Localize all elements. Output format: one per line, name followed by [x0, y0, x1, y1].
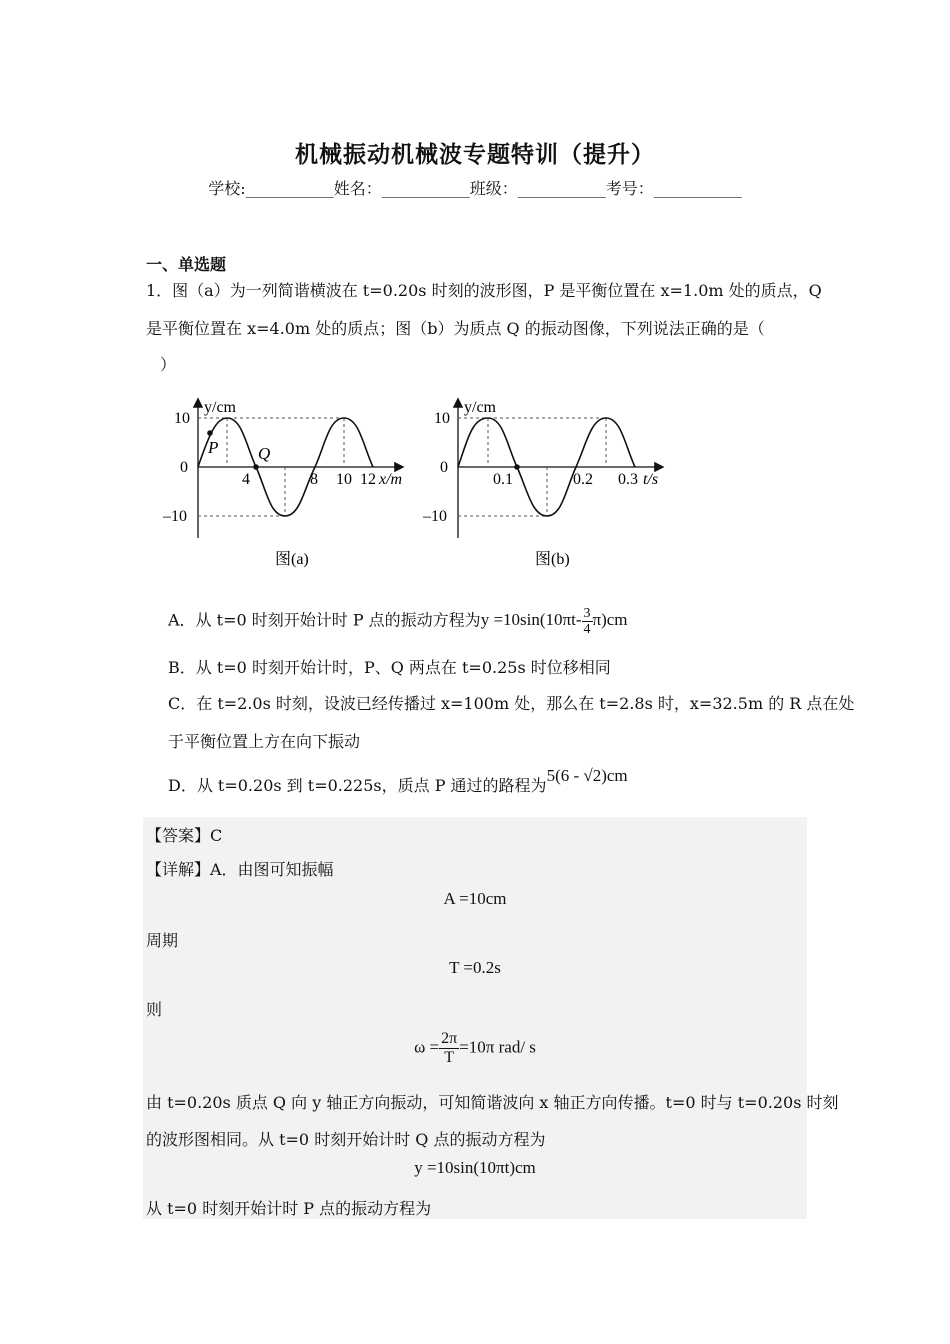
option-a: [168, 606, 628, 637]
option-a-frac-den: 4: [583, 622, 591, 637]
option-a-text: A．从 t=0 时刻开始计时 P 点的振动方程为: [168, 610, 481, 630]
explanation-para-1: 由 t=0.20s 质点 Q 向 y 轴正方向振动，可知简谐波向 x 轴正方向传播。t=0 时与 t=0.20s 时刻: [146, 1093, 839, 1112]
then-label: 则: [146, 1000, 163, 1019]
figure-a-xtick-10: 10: [336, 471, 352, 488]
section-heading: 一、单选题: [146, 255, 227, 274]
answer-line: 【答案】C: [146, 826, 223, 845]
option-a-fraction: [582, 606, 593, 637]
omega-frac-den: T: [444, 1049, 455, 1066]
figure-b-point-marker: [514, 464, 520, 470]
option-a-formula-pre: y =10sin(10πt-: [480, 610, 582, 630]
page-title: 机械振动机械波专题特训（提升）: [295, 141, 655, 168]
figure-a-xtick-12: 12: [360, 471, 376, 488]
option-b: B．从 t=0 时刻开始计时，P、Q 两点在 t=0.25s 时位移相同: [168, 658, 611, 677]
figure-a-ytick-10: 10: [174, 410, 190, 427]
omega-frac-num: 2π: [441, 1030, 458, 1047]
option-c-line-1: C．在 t=2.0s 时刻，设波已经传播过 x=100m 处，那么在 t=2.8s 时，x=32.5m 的 R 点在处: [168, 694, 855, 713]
option-a-formula: [480, 606, 628, 637]
figure-a-caption: 图(a): [275, 551, 309, 568]
figure-b-xlabel: t/s: [643, 471, 659, 488]
figure-b-xtick-0-3: 0.3: [618, 471, 638, 488]
figure-a-label-q: Q: [258, 444, 271, 463]
figure-b-xtick-0-2: 0.2: [573, 471, 593, 488]
option-c-line-2: 于平衡位置上方在向下振动: [168, 732, 361, 751]
figure-b-ytick-0: 0: [440, 459, 448, 476]
figure-b-ytick-neg10: –10: [423, 508, 447, 525]
q-vibration-equation: y =10sin(10πt)cm: [414, 1158, 536, 1177]
figure-a-xlabel: x/m: [379, 471, 403, 488]
point-p-marker: [207, 430, 213, 436]
amplitude-equation: A =10cm: [443, 889, 507, 908]
period-label: 周期: [146, 931, 179, 950]
figure-b-caption: 图(b): [535, 551, 570, 568]
figure-a-wave-graph: [160, 390, 420, 580]
explanation-para-2: 的波形图相同。从 t=0 时刻开始计时 Q 点的振动方程为: [146, 1130, 546, 1149]
option-d: [168, 766, 628, 796]
figure-a-ylabel: y/cm: [204, 399, 236, 416]
omega-post: =10π rad/ s: [459, 1037, 536, 1057]
figure-a-ytick-0: 0: [180, 459, 188, 476]
figure-b-vibration-graph: [420, 390, 680, 580]
figure-b-xtick-0-1: 0.1: [493, 471, 513, 488]
option-a-formula-post: π)cm: [592, 610, 628, 630]
figure-a-label-p: P: [208, 438, 219, 457]
detail-line: 【详解】A．由图可知振幅: [146, 860, 334, 879]
period-equation: T =0.2s: [449, 958, 501, 977]
omega-equation: [143, 1030, 807, 1067]
figure-a-xtick-8: 8: [310, 471, 318, 488]
question-line-1: 1．图（a）为一列简谐横波在 t=0.20s 时刻的波形图，P 是平衡位置在 x=1.0m 处的质点，Q: [146, 281, 822, 300]
explanation-para-3: 从 t=0 时刻开始计时 P 点的振动方程为: [146, 1199, 432, 1218]
omega-fraction: [439, 1030, 459, 1067]
student-info-line: 学校:___________姓名：___________班级：___________考号：___________: [208, 179, 742, 198]
figure-a-ytick-neg10: –10: [163, 508, 187, 525]
option-d-formula: 5(6 - √2)cm: [546, 766, 628, 785]
option-d-text: D．从 t=0.20s 到 t=0.225s，质点 P 通过的路程为: [168, 776, 547, 795]
figure-a-xtick-4: 4: [242, 471, 250, 488]
question-line-2: 是平衡位置在 x=4.0m 处的质点；图（b）为质点 Q 的振动图像，下列说法正确的是（: [146, 319, 765, 338]
option-a-frac-num: 3: [583, 606, 591, 621]
omega-pre: ω =: [414, 1037, 440, 1057]
figure-b-ylabel: y/cm: [464, 399, 496, 416]
point-q-marker: [253, 464, 259, 470]
question-line-3: ）: [160, 355, 177, 374]
figure-b-ytick-10: 10: [434, 410, 450, 427]
